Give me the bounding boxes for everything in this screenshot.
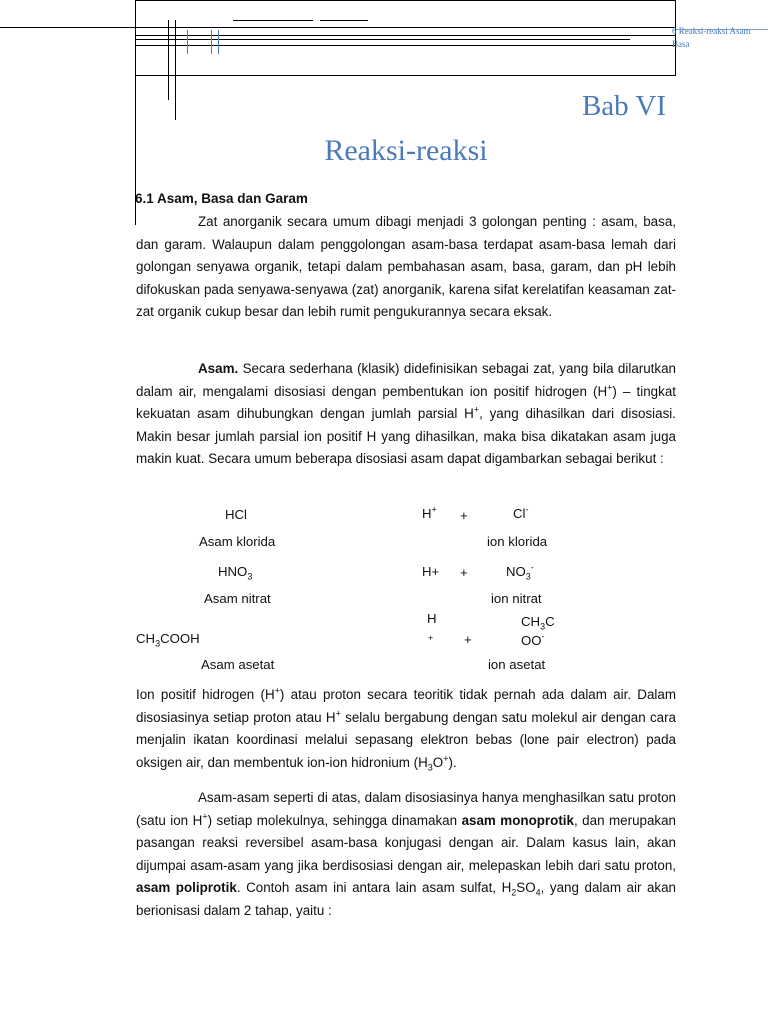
paragraph-monoprotik: Asam-asam seperti di atas, dalam disosiasinya hanya menghasilkan satu proton (satu ion H+) setiap molekulnya, sehingga dinamakan asam monoprotik, dan merupakan pasangan reaksi reversibel asam-basa konjugasi dengan air. Dalam kasus lain, akan dijumpai asam-asam yang jika berdisosiasi dengan air, melepaskan lebih dari satu proton, asam poliprotik. Contoh asam ini antara lain asam sulfat, $H_2SO_4$, yang dalam air akan berionisasi dalam 2 tahap, yaitu :: [136, 790, 677, 918]
header-rule-3: [136, 45, 676, 46]
name-no3-ion: ion nitrat: [491, 591, 542, 606]
blue-tick-3: [218, 30, 219, 54]
product-h-ion-1: H+: [422, 504, 437, 521]
blue-tick-1: [187, 30, 188, 54]
reactant-hcl: HCl: [225, 507, 247, 522]
term-asam-poliprotik: asam poliprotik: [136, 880, 237, 895]
running-header: 6 Reaksi-reaksi Asam Basa: [672, 26, 751, 49]
product-ch3coo-ion: $CH_3C$ OO-: [521, 614, 555, 648]
title-underline-short: [233, 20, 313, 21]
reactant-hno3: $HNO_3$: [218, 564, 253, 582]
paragraph-proton: Ion positif hidrogen (H+) atau proton secara teoritik tidak pernah ada dalam air. Dalam disosiasinya setiap proton atau H+ selalu bergabung dengan satu molekul air dengan cara menjalin ikatan koordinasi melalui sepasang elektron bebas (lone pair electron) pada oksigen air, dan membentuk ion-ion hidronium $(H_3O^+)$.: [136, 685, 676, 773]
reactant-ch3cooh: $CH_3COOH$: [136, 631, 200, 649]
name-ch3cooh: Asam asetat: [201, 657, 275, 672]
top-left-border-line: [0, 27, 676, 28]
top-border-line: [136, 0, 676, 1]
plus-sign-1: +: [460, 508, 468, 523]
inner-margin-line-1: [168, 20, 169, 100]
name-cl-ion: ion klorida: [487, 534, 548, 549]
product-h-ion-2: H+: [422, 564, 440, 579]
name-acetate-ion: ion asetat: [488, 657, 546, 672]
header-rule-4: [136, 75, 676, 76]
name-hcl: Asam klorida: [199, 534, 276, 549]
title-underline-short-2: [320, 20, 368, 21]
name-hno3: Asam nitrat: [204, 591, 271, 606]
chapter-label: Bab VI: [581, 90, 666, 122]
inner-margin-line-2: [175, 20, 176, 120]
paragraph-intro: Zat anorganik secara umum dibagi menjadi 3 golongan penting : asam, basa, dan garam. Walaupun dalam penggolongan asam-basa terdapat asam-basa lemah dari golongan senyawa organik, tetapi dalam pembahasan asam, basa, garam, dan pH lebih difokuskan pada senyawa-senyawa (zat) anorganik, karena sifat kerelatifan keasaman zat-zat organik cukup besar dan lebih rumit pengukurannya secara eksak.: [136, 214, 676, 319]
plus-sign-2: +: [460, 565, 468, 580]
product-no3-ion: $NO_3^-$: [506, 562, 534, 582]
plus-sign-3: +: [464, 632, 472, 647]
section-title: 6.1 Asam, Basa dan Garam: [135, 191, 308, 206]
paragraph-asam-definition: Asam. Secara sederhana (klasik) didefinisikan sebagai zat, yang bila dilarutkan dalam air, mengalami disosiasi dengan pembentukan ion positif hidrogen (H+) – tingkat kekuatan asam dihubungkan dengan jumlah parsial H+, yang dihasilkan dari disosiasi. Makin besar jumlah parsial ion positif H yang dihasilkan, maka bisa dikatakan asam juga makin kuat. Secara umum beberapa disosiasi asam dapat digambarkan sebagai berikut :: [136, 361, 676, 466]
chapter-title: Reaksi-reaksi: [324, 134, 488, 167]
product-cl-ion: Cl-: [513, 504, 529, 521]
term-asam: Asam.: [198, 361, 239, 376]
header-rule-1: [136, 35, 676, 36]
product-h-ion-3: H +: [427, 611, 437, 643]
term-asam-monoprotik: asam monoprotik: [461, 812, 574, 828]
blue-tick-2: [211, 30, 212, 54]
